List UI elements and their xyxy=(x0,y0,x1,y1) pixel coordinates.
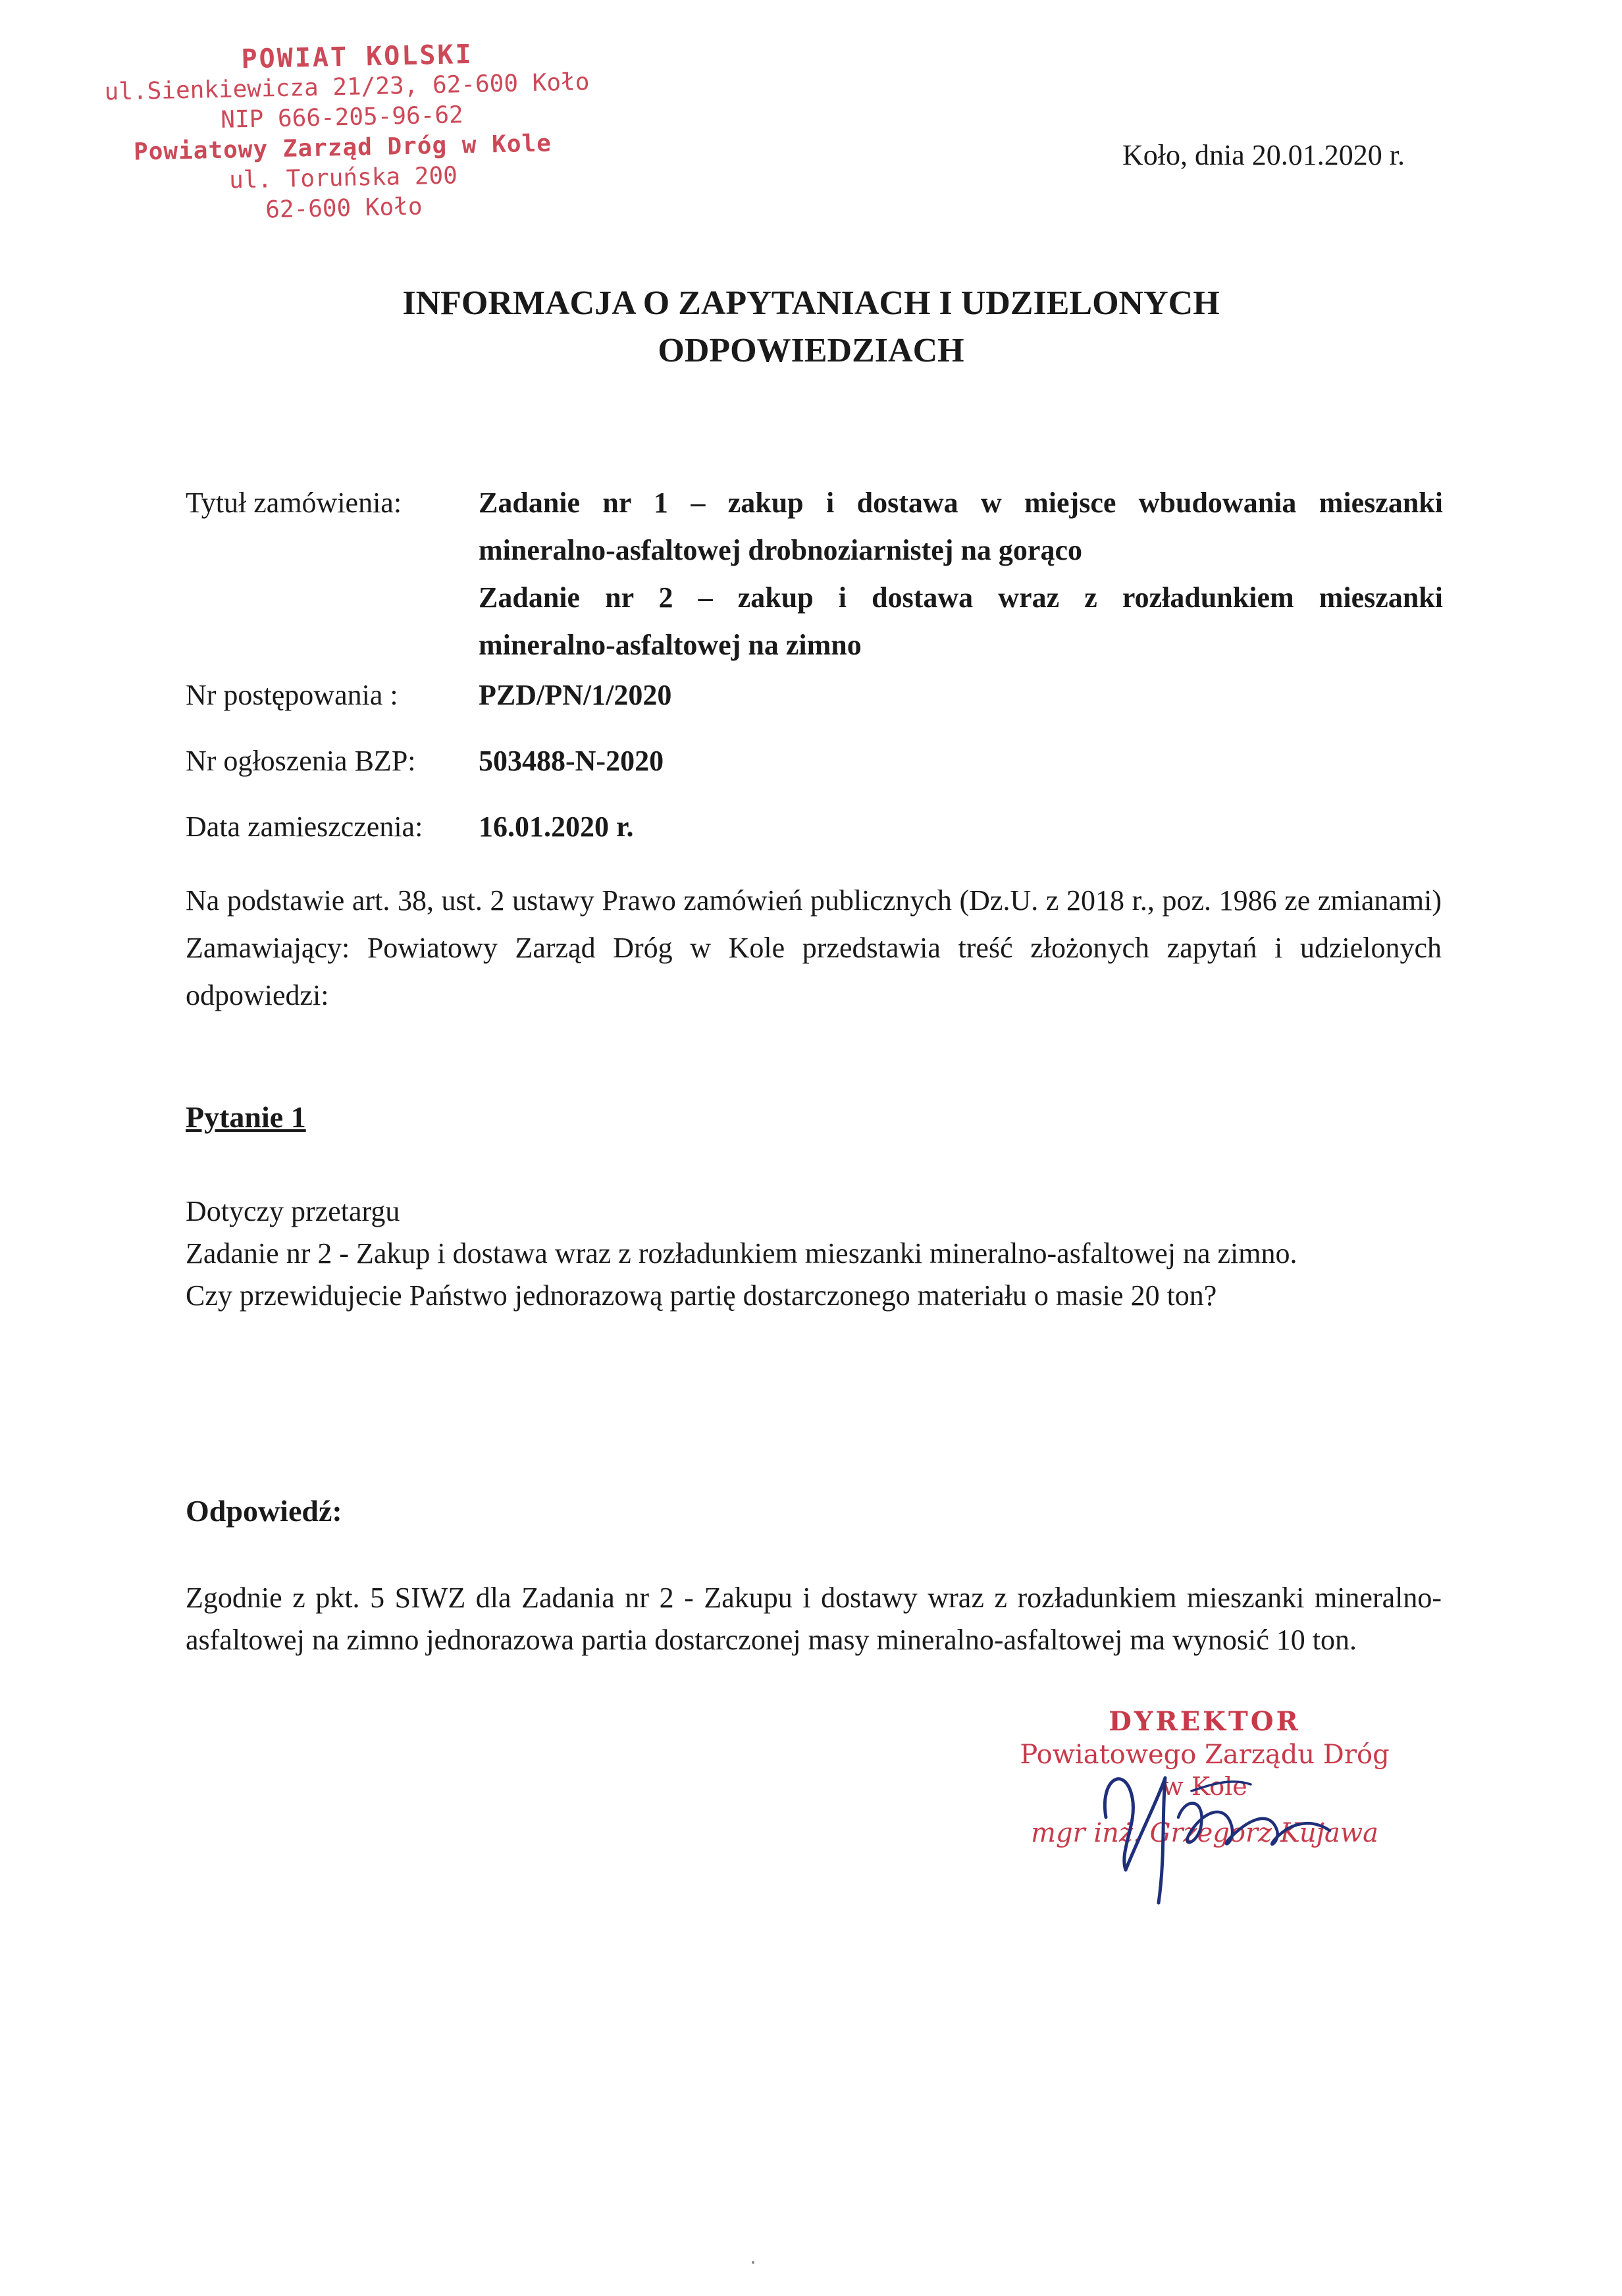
proceeding-row xyxy=(186,672,1443,719)
question-line: Czy przewidujecie Państwo jednorazową partię dostarczonego materiału o masie 20 ton? xyxy=(186,1279,1217,1312)
document-title xyxy=(0,280,1622,375)
order-title-label: Tytuł zamówienia: xyxy=(186,487,402,519)
order-title-value xyxy=(479,479,1443,669)
director-title: DYREKTOR xyxy=(1109,1706,1301,1737)
question-line: Dotyczy przetargu xyxy=(186,1195,400,1227)
answer-body: Zgodnie z pkt. 5 SIWZ dla Zadania nr 2 - Zakupu i dostawy wraz z rozładunkiem mieszanki mineralno-asfaltowej na zimno jednorazowa partia dostarczonej masy mineralno-asfaltowej ma wynosić 10 ton. xyxy=(186,1582,1442,1656)
stamp-line-5: ul. Toruńska 200 xyxy=(228,162,458,194)
order-title-line: mineralno-asfaltowej na zimno xyxy=(479,629,862,661)
stamp-line-6: 62-600 Koło xyxy=(265,193,423,224)
bzp-row xyxy=(186,737,1443,785)
question-heading: Pytanie 1 xyxy=(186,1100,306,1134)
director-office: Powiatowego Zarządu Dróg xyxy=(1020,1740,1390,1770)
proceeding-value: PZD/PN/1/2020 xyxy=(479,679,672,711)
stamp-line-4: Powiatowy Zarząd Dróg w Kole xyxy=(133,130,552,166)
intro-paragraph: Na podstawie art. 38, ust. 2 ustawy Prawo zamówień publicznych (Dz.U. z 2018 r., poz. 1986 ze zmianami) Zamawiający: Powiatowy Zarząd Dróg w Kole przedstawia treść złożonych zapytań i udzielonych odpowiedzi: xyxy=(186,884,1442,1011)
order-details xyxy=(186,479,1443,851)
proceeding-label: Nr postępowania : xyxy=(186,679,398,711)
order-title-row xyxy=(186,479,1443,669)
director-city: w Kole xyxy=(1162,1772,1247,1801)
publication-date-value: 16.01.2020 r. xyxy=(479,811,634,843)
handwritten-signature xyxy=(1080,1738,1356,1909)
bzp-label: Nr ogłoszenia BZP: xyxy=(186,745,416,777)
bzp-value: 503488-N-2020 xyxy=(479,745,664,777)
publication-date-row xyxy=(186,803,1443,851)
office-stamp xyxy=(103,37,590,228)
stamp-line-1: POWIAT KOLSKI xyxy=(241,39,474,75)
document-date: Koło, dnia 20.01.2020 r. xyxy=(1122,139,1405,171)
title-line-1: INFORMACJA O ZAPYTANIACH I UDZIELONYCH xyxy=(402,284,1220,322)
page-dot xyxy=(752,2261,754,2264)
order-title-line: Zadanie nr 2 – zakup i dostawa wraz z rozładunkiem mieszanki xyxy=(479,581,1443,614)
question-line: Zadanie nr 2 - Zakup i dostawa wraz z rozładunkiem mieszanki mineralno-asfaltowej na zimno. xyxy=(186,1237,1297,1269)
title-line-2: ODPOWIEDZIACH xyxy=(658,332,964,369)
order-title-line: mineralno-asfaltowej drobnoziarnistej na gorąco xyxy=(479,534,1082,566)
publication-date-label: Data zamieszczenia: xyxy=(186,811,423,843)
director-name: mgr inż. Grzegorz Kujawa xyxy=(1031,1818,1378,1848)
stamp-line-2: ul.Sienkiewicza 21/23, 62-600 Koło xyxy=(104,68,590,106)
question-body xyxy=(186,1190,1442,1317)
stamp-line-3: NIP 666-205-96-62 xyxy=(220,101,464,134)
order-title-line: Zadanie nr 1 – zakup i dostawa w miejsce wbudowania mieszanki xyxy=(479,487,1443,519)
answer-heading: Odpowiedź: xyxy=(186,1494,342,1528)
